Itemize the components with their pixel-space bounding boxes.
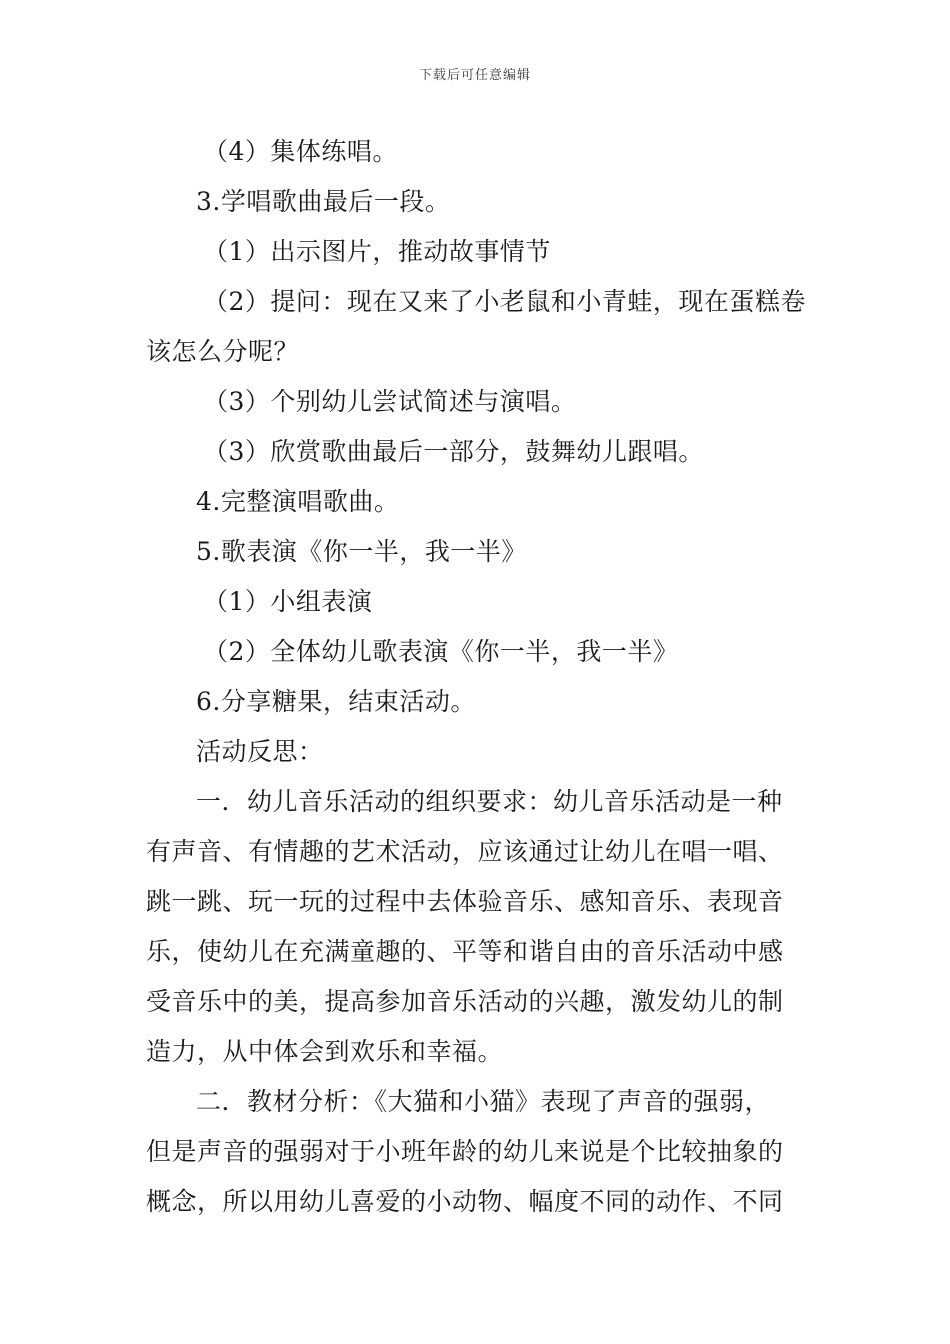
text-line: 乐，使幼儿在充满童趣的、平等和谐自由的音乐活动中感 [146,937,784,966]
text-line: 跳一跳、玩一玩的过程中去体验音乐、感知音乐、表现音 [146,887,784,916]
page-header: 下载后可任意编辑 [418,68,531,83]
text-line: 6.分享糖果，结束活动。 [196,687,476,716]
text-line: （3）欣赏歌曲最后一部分，鼓舞幼儿跟唱。 [203,437,704,466]
text-line: 受音乐中的美，提高参加音乐活动的兴趣，激发幼儿的制 [146,987,784,1016]
text-line: 该怎么分呢？ [146,337,300,366]
text-line: 5.歌表演《你一半，我一半》 [196,537,527,566]
text-line: 一．幼儿音乐活动的组织要求：幼儿音乐活动是一种 [196,787,783,816]
text-line: 活动反思： [196,737,324,766]
text-line: 造力，从中体会到欢乐和幸福。 [146,1037,504,1066]
text-line: 4.完整演唱歌曲。 [196,487,400,516]
text-line: （2）全体幼儿歌表演《你一半，我一半》 [203,637,679,666]
text-line: 3.学唱歌曲最后一段。 [196,187,451,216]
text-line: （4）集体练唱。 [203,137,398,166]
text-line: 二．教材分析：《大猫和小猫》表现了声音的强弱， [196,1087,771,1116]
text-line: （1）出示图片，推动故事情节 [203,237,551,266]
text-line: 但是声音的强弱对于小班年龄的幼儿来说是个比较抽象的 [146,1137,784,1166]
text-line: 有声音、有情趣的艺术活动，应该通过让幼儿在唱一唱、 [146,837,784,866]
text-line: （1）小组表演 [203,587,373,616]
text-line: （2）提问：现在又来了小老鼠和小青蛙，现在蛋糕卷 [203,287,806,316]
text-line: （3）个别幼儿尝试简述与演唱。 [203,387,577,416]
document-body [146,127,816,1227]
text-line: 概念，所以用幼儿喜爱的小动物、幅度不同的动作、不同 [146,1187,784,1216]
